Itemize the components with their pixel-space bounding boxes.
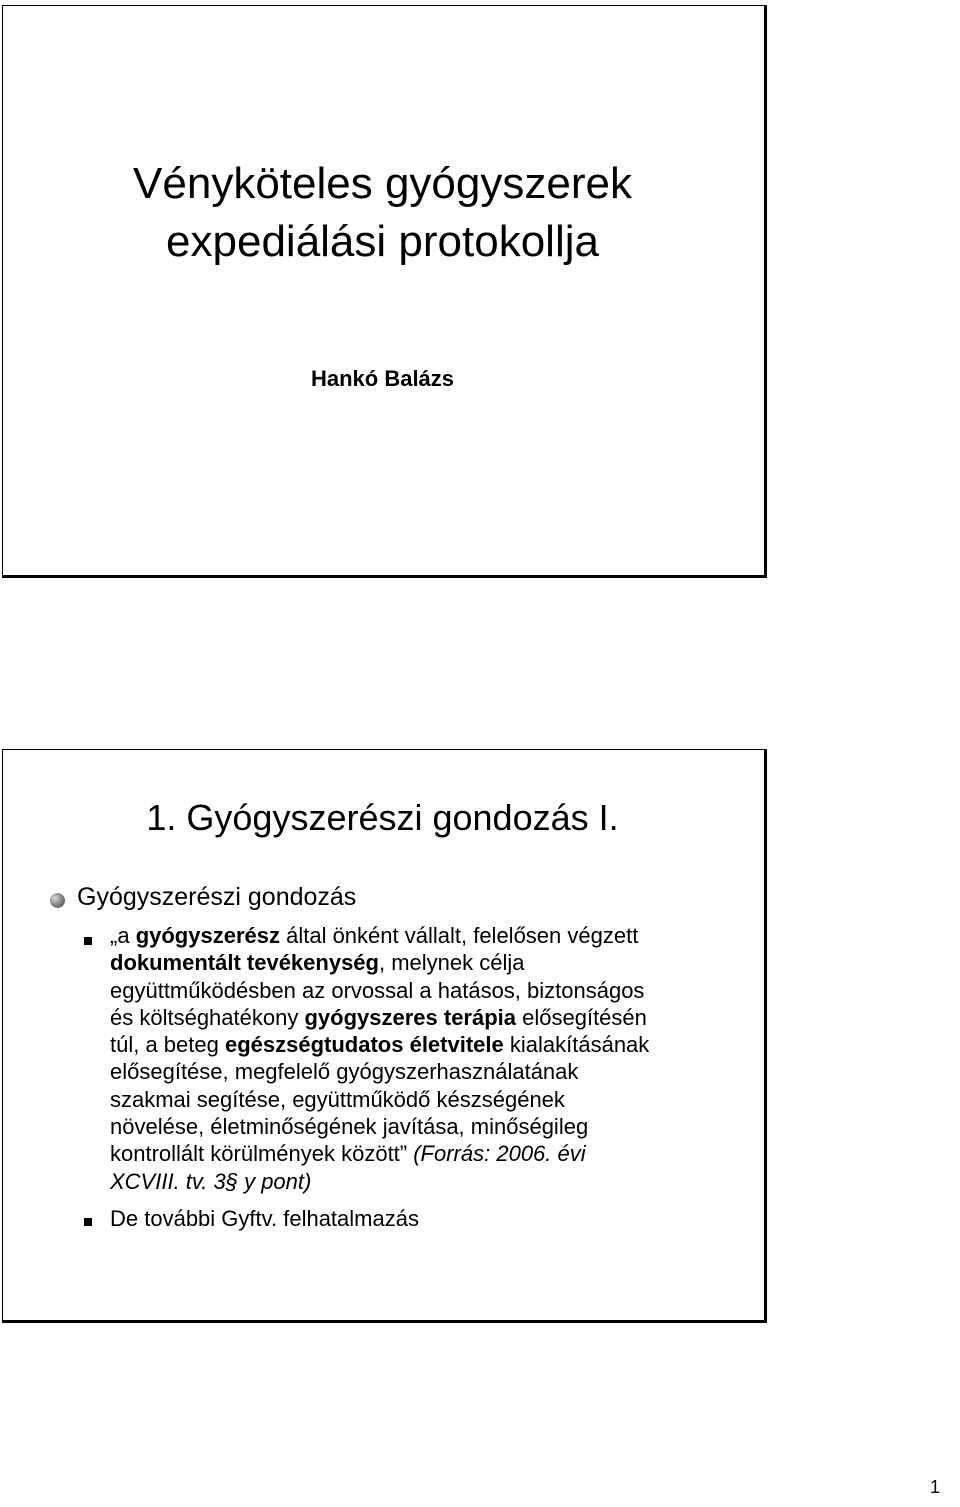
page-number: 1 <box>930 1477 941 1497</box>
title-slide <box>2 5 767 578</box>
slide1-title-line1: Vényköteles gyógyszerek <box>133 159 632 208</box>
text-run: által önként vállalt, felelősen végzett <box>279 923 639 948</box>
text-run: túl, a beteg <box>110 1032 225 1058</box>
definition-line <box>110 1004 750 1031</box>
slide2-title: 1. Gyógyszerészi gondozás I. <box>146 797 619 838</box>
text-run: , melynek célja <box>378 950 525 976</box>
definition-line <box>110 1031 750 1058</box>
definition-line <box>110 1058 750 1085</box>
slide1-title-line2: expediálási protokollja <box>166 217 599 266</box>
text-run: „a <box>110 923 136 948</box>
definition-line <box>110 1168 750 1195</box>
italic-text: XCVIII. tv. 3§ y pont) <box>110 1168 312 1194</box>
square-bullet-icon <box>84 937 92 945</box>
text-run: elősegítése, megfelelő gyógyszerhasználatának <box>110 1059 579 1085</box>
definition-line <box>110 922 750 949</box>
bullet-heading: Gyógyszerészi gondozás <box>77 883 357 911</box>
text-run: szakmai segítése, együttműködő készségének <box>110 1086 565 1112</box>
slide1-title <box>0 155 765 271</box>
italic-text: (Forrás: 2006. évi <box>413 1141 586 1167</box>
bold-text: gyógyszerész <box>135 923 280 948</box>
text-run: kialakításának <box>503 1032 650 1058</box>
bold-text: gyógyszeres terápia <box>304 1004 517 1030</box>
bold-text: egészségtudatos életvitele <box>224 1032 504 1058</box>
bold-text: dokumentált tevékenység <box>110 950 379 976</box>
second-bullet-item: De további Gyftv. felhatalmazás <box>110 1206 419 1231</box>
text-run: és költséghatékony <box>110 1004 305 1030</box>
text-run: kontrollált körülmények között” <box>110 1141 414 1167</box>
definition-paragraph <box>110 922 750 1195</box>
definition-line <box>110 949 750 976</box>
text-run: elősegítésén <box>516 1004 647 1030</box>
definition-line <box>110 977 750 1004</box>
round-bullet-icon <box>50 893 65 908</box>
square-bullet-icon <box>84 1218 92 1226</box>
text-run: növelése, életminőségének javítása, minőségileg <box>110 1114 589 1140</box>
definition-line <box>110 1113 750 1140</box>
text-run: együttműködésben az orvossal a hatásos, biztonságos <box>110 977 645 1003</box>
slide1-author: Hankó Balázs <box>310 366 455 391</box>
definition-line <box>110 1140 750 1167</box>
definition-line <box>110 1086 750 1113</box>
